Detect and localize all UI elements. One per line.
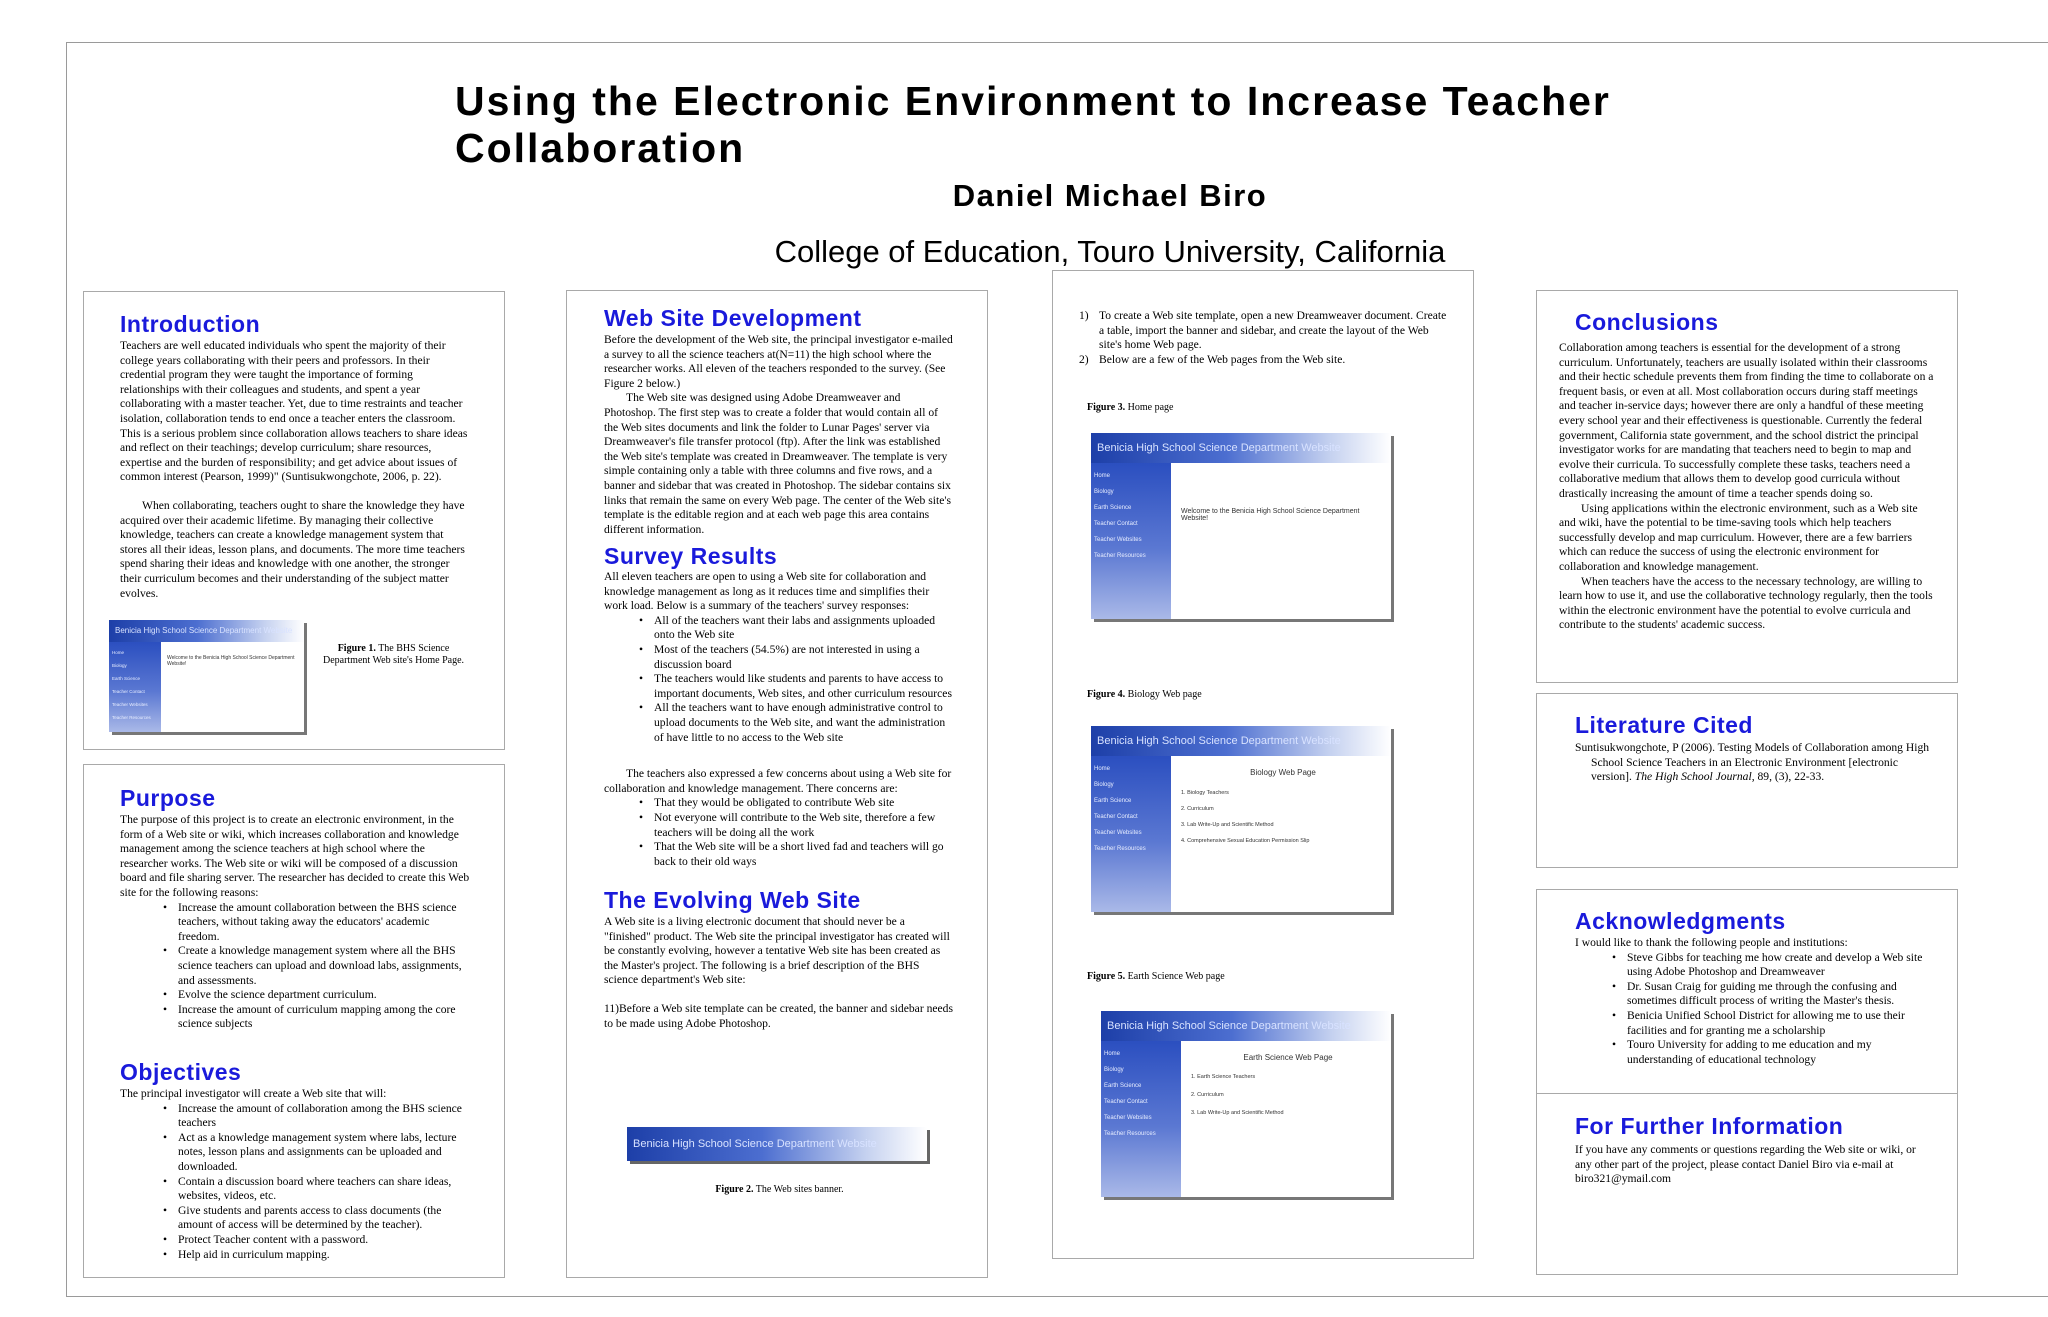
purpose-p1: The purpose of this project is to create an electronic environment, in the form of a Web site or wiki, which increases collaboration and knowledge management among the science teachers at high school where the researcher works. The Web site or wiki will be composed of a discussion board and file sharing server. The researcher has decided to create this Web site for the following reasons: bbox=[120, 813, 470, 899]
list-item: • That the Web site will be a short lived fad and teachers will go back to their old ways bbox=[654, 840, 954, 869]
figure-2-label: Figure 2. bbox=[715, 1184, 754, 1195]
objectives-p1: The principal investigator will create a Web site that will: bbox=[120, 1087, 387, 1100]
nav-item: Home bbox=[1094, 766, 1111, 772]
list-item: • Benicia Unified School District for allowing me to use their facilities and for granting me a scholarship bbox=[1627, 1009, 1925, 1038]
nav-item: Biology bbox=[1104, 1067, 1124, 1073]
introduction-heading: Introduction bbox=[120, 311, 261, 337]
nav-item: Earth Science bbox=[1094, 505, 1132, 511]
list-item: • Help aid in curriculum mapping. bbox=[178, 1248, 470, 1263]
nav-item: Teacher Resources bbox=[112, 715, 151, 720]
list-item: • All the teachers want to have enough administrative control to upload documents to the Web site, and want the administration of have little to no access to the Web site bbox=[654, 701, 954, 745]
web-dev-heading: Web Site Development bbox=[604, 305, 862, 331]
objectives-heading: Objectives bbox=[120, 1059, 242, 1085]
list-item: 3. Lab Write-Up and Scientific Method bbox=[1181, 822, 1274, 828]
biology-page-title: Biology Web Page bbox=[1250, 768, 1316, 777]
survey-text bbox=[604, 570, 954, 869]
further-info-text: If you have any comments or questions regarding the Web site or wiki, or any other part of the project, please contact Daniel Biro via e-mail at biro321@ymail.com bbox=[1575, 1143, 1916, 1186]
survey-concerns-list bbox=[604, 796, 954, 869]
reference-volume: 89, (3), 22-33. bbox=[1757, 770, 1825, 784]
nav-item: Teacher Websites bbox=[112, 702, 148, 707]
evolving-text bbox=[604, 915, 954, 1031]
site-sidebar bbox=[1091, 463, 1171, 619]
list-item: 2. Curriculum bbox=[1181, 806, 1214, 812]
evolving-p2: 11)Before a Web site template can be created, the banner and sidebar needs to be made using Adobe Photoshop. bbox=[604, 1001, 953, 1030]
biology-page-list bbox=[1181, 785, 1385, 849]
list-item: • Touro University for adding to me education and my understanding of educational technology bbox=[1627, 1038, 1925, 1067]
poster-title: Using the Electronic Environment to Increase Teacher Collaboration bbox=[455, 78, 1611, 171]
list-item: • That they would be obligated to contribute Web site bbox=[654, 796, 954, 811]
survey-p2: The teachers also expressed a few concerns about using a Web site for collaboration and knowledge management. There concerns are: bbox=[604, 767, 952, 795]
figure-3-caption-text: Home page bbox=[1127, 402, 1174, 413]
figure-1-caption bbox=[316, 643, 471, 667]
step-2-number: 2) bbox=[1079, 352, 1089, 366]
nav-item: Teacher Resources bbox=[1094, 553, 1146, 559]
site-sidebar bbox=[109, 642, 161, 732]
conclusions-p2: Using applications within the electronic environment, such as a Web site and wiki, have the potential to be time-saving tools which help teachers successfully develop and map curriculum. However, there are a few barriers which can reduce the success of using the electronic environment for collaboration and knowledge management. bbox=[1559, 501, 1918, 573]
step-1-number: 1) bbox=[1079, 309, 1089, 322]
earth-page-content bbox=[1191, 1053, 1385, 1122]
site-banner: Benicia High School Science Department Website bbox=[1091, 726, 1391, 756]
nav-item: Teacher Contact bbox=[1104, 1099, 1148, 1105]
list-item: • Increase the amount of curriculum mapping among the core science subjects bbox=[178, 1003, 470, 1032]
introduction-panel bbox=[83, 291, 505, 750]
survey-list bbox=[604, 614, 954, 745]
survey-heading: Survey Results bbox=[604, 543, 778, 569]
nav-item: Biology bbox=[1094, 489, 1114, 495]
figure-5-caption-text: Earth Science Web page bbox=[1127, 971, 1225, 982]
list-item: 3. Lab Write-Up and Scientific Method bbox=[1191, 1110, 1284, 1116]
list-item: • Not everyone will contribute to the Web site, therefore a few teachers will be doing all the work bbox=[654, 811, 954, 840]
purpose-heading: Purpose bbox=[120, 785, 216, 811]
conclusions-p1: Collaboration among teachers is essential for the development of a strong curriculum. Unfortunately, teachers are usually isolated within their classrooms and their hectic schedule prevents them from finding the time to collaborate on a frequent basis, or even at all. Most collaboration occurs during staff meetings and teacher in-service days; however there are only a handful of these meeting every school year and their effectiveness is questionable. Currently the federal government, California state government, and the school district the principal investigator works for are mandating that teachers need to begin to map and evolve their curricula. To successfully complete these tasks, teachers need a collaborative medium that allows them to develop good curricula without drastically increasing the amount of time a teacher spends doing so. bbox=[1559, 341, 1934, 500]
figure-3-screenshot bbox=[1091, 433, 1391, 619]
nav-item: Teacher Resources bbox=[1104, 1131, 1156, 1137]
step-1-text: To create a Web site template, open a new Dreamweaver document. Create a table, import the banner and sidebar, and create the layout of the Web site's home Web page. bbox=[1099, 309, 1447, 352]
literature-heading: Literature Cited bbox=[1575, 712, 1753, 738]
site-banner: Benicia High School Science Department Website bbox=[1091, 433, 1391, 463]
nav-item: Earth Science bbox=[1094, 798, 1132, 804]
figure-4-caption bbox=[1087, 689, 1202, 701]
site-banner: Benicia High School Science Department Website bbox=[109, 620, 304, 642]
figure-1-label: Figure 1. bbox=[337, 643, 376, 654]
figure-4-screenshot bbox=[1091, 726, 1391, 912]
site-banner: Benicia High School Science Department Website bbox=[1101, 1011, 1391, 1041]
reference-journal: The High School Journal, bbox=[1634, 770, 1755, 784]
nav-item: Home bbox=[1094, 473, 1111, 479]
introduction-p2: When collaborating, teachers ought to share the knowledge they have acquired over their academic lifetime. By managing their collective knowledge, teachers can create a knowledge management system that stores all their ideas, lesson plans, and documents. The more time teachers spend sharing their ideas and knowledge with one another, the stronger their curriculum becomes and their understanding of the subject matter evolves. bbox=[120, 498, 465, 600]
nav-item: Home bbox=[112, 650, 125, 655]
figure-3-caption bbox=[1087, 402, 1173, 414]
figure-5-screenshot bbox=[1101, 1011, 1391, 1197]
list-item: 2. Curriculum bbox=[1191, 1092, 1224, 1098]
purpose-objectives-panel bbox=[83, 764, 505, 1278]
literature-reference bbox=[1575, 741, 1936, 785]
figure-5-caption bbox=[1087, 971, 1225, 983]
list-item: 1. Earth Science Teachers bbox=[1191, 1074, 1256, 1080]
nav-item: Teacher Contact bbox=[1094, 814, 1138, 820]
earth-page-title: Earth Science Web Page bbox=[1243, 1053, 1333, 1062]
web-development-panel bbox=[566, 290, 988, 1278]
figure-4-label: Figure 4. bbox=[1087, 689, 1126, 700]
list-item: 1. Biology Teachers bbox=[1181, 790, 1229, 796]
figure-5-label: Figure 5. bbox=[1087, 971, 1126, 982]
objectives-list bbox=[120, 1102, 470, 1263]
list-item: 4. Comprehensive Sexual Education Permission Slip bbox=[1181, 838, 1310, 844]
evolving-p1: A Web site is a living electronic document that should never be a "finished" product. The Web site the principal investigator has created will be constantly evolving, however a tentative Web site has been created as the Master's project. The following is a brief description of the BHS science department's Web site: bbox=[604, 915, 950, 987]
survey-p1: All eleven teachers are open to using a Web site for collaboration and knowledge management as long as it reduces time and simplifies their work load. Below is a summary of the teachers' survey responses: bbox=[604, 570, 930, 613]
list-item: • Give students and parents access to class documents (the amount of access will be determined by the teacher). bbox=[178, 1204, 470, 1233]
figure-1-caption-text: The BHS Science Department Web site's Home Page. bbox=[322, 643, 465, 666]
nav-item: Biology bbox=[1094, 782, 1114, 788]
introduction-p1: Teachers are well educated individuals who spent the majority of their college years collaborating with their peers and professors. In their credential program they were taught the importance of forming relationships with their colleagues and students, and spent a year collaborating with a master teacher. Yet, due to time restraints and teacher isolation, collaboration tends to end once a teacher enters the classroom. This is a serious problem since collaboration allows teachers to share ideas and reflect on their teachings; develop curriculum; share resources, expertise and the burden of responsibility; and get advice about issues of common interest (Pearson, 1999)" (Suntisukwongchote, 2006, p. 22). bbox=[120, 339, 468, 484]
introduction-text bbox=[120, 339, 470, 601]
site-sidebar bbox=[1101, 1041, 1181, 1197]
web-dev-p2: The Web site was designed using Adobe Dreamweaver and Photoshop. The first step was to create a folder that would contain all of the Web sites documents and link the folder to Lunar Pages' server via Dreamweaver's file transfer protocol (ftp). After the link was established the Web site's template was created in Dreamweaver. The template is very simple containing only a table with three columns and five rows, and a banner and sidebar that was created in Photoshop. The sidebar contains six links that remain the same on every Web page. The center of the Web site's template is the editable region and at each web page this area contains different information. bbox=[604, 391, 951, 536]
purpose-text bbox=[120, 813, 470, 1032]
biology-page-content bbox=[1181, 768, 1385, 849]
nav-item: Earth Science bbox=[112, 676, 141, 681]
acknowledgments-p1: I would like to thank the following people and institutions: bbox=[1575, 936, 1848, 949]
objectives-text bbox=[120, 1087, 470, 1262]
list-item: • Act as a knowledge management system where labs, lecture notes, lesson plans and assignments can be uploaded and downloaded. bbox=[178, 1131, 470, 1175]
nav-item: Biology bbox=[112, 663, 127, 668]
earth-page-list bbox=[1191, 1068, 1385, 1122]
site-banner: Benicia High School Science Department Website bbox=[627, 1127, 927, 1161]
figure-1-screenshot bbox=[109, 620, 304, 732]
step-2-text: Below are a few of the Web pages from the Web site. bbox=[1099, 352, 1346, 366]
nav-item: Home bbox=[1104, 1051, 1121, 1057]
acknowledgments-panel bbox=[1536, 889, 1958, 1275]
acknowledgments-list bbox=[1575, 951, 1925, 1068]
conclusions-panel bbox=[1536, 290, 1958, 683]
figure-2-caption bbox=[627, 1184, 932, 1196]
nav-item: Teacher Contact bbox=[1094, 521, 1138, 527]
nav-item: Earth Science bbox=[1104, 1083, 1142, 1089]
nav-item: Teacher Websites bbox=[1104, 1115, 1152, 1121]
steps-text bbox=[1079, 309, 1449, 367]
step-2 bbox=[1079, 353, 1449, 368]
list-item: • Contain a discussion board where teachers can share ideas, websites, videos, etc. bbox=[178, 1175, 470, 1204]
nav-item: Teacher Websites bbox=[1094, 830, 1142, 836]
list-item: • Most of the teachers (54.5%) are not interested in using a discussion board bbox=[654, 643, 954, 672]
reference-text: Suntisukwongchote, P (2006). Testing Models of Collaboration among High School Science Teachers in an Electronic Environment [electronic version]. bbox=[1575, 741, 1930, 784]
step-1 bbox=[1079, 309, 1449, 353]
literature-panel bbox=[1536, 693, 1958, 868]
list-item: • All of the teachers want their labs and assignments uploaded onto the Web site bbox=[654, 614, 954, 643]
figure-2-caption-text: The Web sites banner. bbox=[755, 1184, 844, 1195]
author-name: Daniel Michael Biro bbox=[952, 178, 1268, 213]
nav-item: Teacher Contact bbox=[112, 689, 145, 694]
conclusions-text bbox=[1559, 341, 1934, 633]
site-welcome: Welcome to the Benicia High School Science Department Website! bbox=[1181, 508, 1360, 522]
section-divider bbox=[1537, 1093, 1957, 1094]
site-sidebar bbox=[1091, 756, 1171, 912]
conclusions-heading: Conclusions bbox=[1575, 309, 1719, 335]
list-item: • Protect Teacher content with a password. bbox=[178, 1233, 470, 1248]
web-dev-p1: Before the development of the Web site, the principal investigator e-mailed a survey to all the science teachers at(N=11) the high school where the researcher works. All eleven of the teachers responded to the survey. (See Figure 2 below.) bbox=[604, 333, 953, 390]
site-welcome: Welcome to the Benicia High School Science Department Website! bbox=[167, 655, 295, 667]
purpose-list bbox=[120, 901, 470, 1032]
further-info-heading: For Further Information bbox=[1575, 1113, 1844, 1139]
list-item: • Increase the amount of collaboration among the BHS science teachers bbox=[178, 1102, 470, 1131]
list-item: • Evolve the science department curriculum. bbox=[178, 988, 470, 1003]
list-item: • Steve Gibbs for teaching me how create and develop a Web site using Adobe Photoshop and Dreamweaver bbox=[1627, 951, 1925, 980]
conclusions-p3: When teachers have the access to the necessary technology, are willing to learn how to use it, and use the collaborative technology regularly, then the tools within the electronic environment have the potential to evolve curricula and contribute to the students' academic success. bbox=[1559, 574, 1933, 632]
acknowledgments-heading: Acknowledgments bbox=[1575, 908, 1786, 934]
list-item: • The teachers would like students and parents to have access to important documents, Web sites, and other curriculum resources bbox=[654, 672, 954, 701]
figure-4-caption-text: Biology Web page bbox=[1127, 689, 1202, 700]
affiliation: College of Education, Touro University, California bbox=[774, 234, 1446, 269]
list-item: • Increase the amount collaboration between the BHS science teachers, without taking away the educators' academic freedom. bbox=[178, 901, 470, 945]
list-item: • Create a knowledge management system where all the BHS science teachers can upload and download labs, assignments, and assessments. bbox=[178, 944, 470, 988]
figure-2-banner bbox=[627, 1127, 927, 1161]
web-dev-text bbox=[604, 333, 954, 537]
web-pages-panel bbox=[1052, 270, 1474, 1259]
nav-item: Teacher Websites bbox=[1094, 537, 1142, 543]
evolving-heading: The Evolving Web Site bbox=[604, 887, 861, 913]
acknowledgments-text bbox=[1575, 936, 1925, 1067]
nav-item: Teacher Resources bbox=[1094, 846, 1146, 852]
figure-3-label: Figure 3. bbox=[1087, 402, 1126, 413]
list-item: • Dr. Susan Craig for guiding me through the confusing and sometimes difficult process of writing the Master's thesis. bbox=[1627, 980, 1925, 1009]
